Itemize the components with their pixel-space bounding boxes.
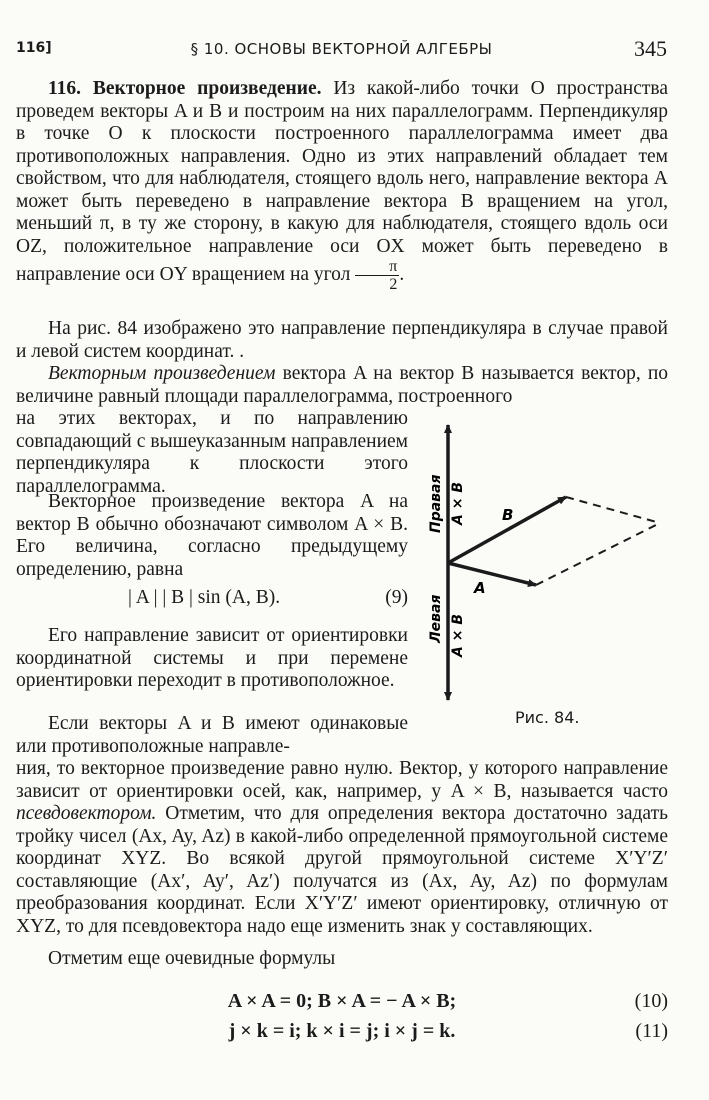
section-number: 116] bbox=[16, 40, 52, 56]
formula-10 bbox=[16, 990, 668, 1016]
label-left-system: Левая bbox=[428, 594, 444, 643]
page-number: 345 bbox=[634, 36, 667, 61]
parallelogram-bottom-dashed bbox=[536, 523, 660, 585]
term-cross-product: Векторным произведением bbox=[48, 363, 276, 384]
formula-11-number: (11) bbox=[635, 1020, 668, 1042]
figure-84 bbox=[410, 415, 670, 710]
formula-11 bbox=[16, 1020, 668, 1046]
paragraph-direction: Его направление зависит от ориентировки координатной системы и при перемене ориентировки переходит в противоположное. bbox=[16, 625, 408, 691]
chapter-title: § 10. ОСНОВЫ ВЕКТОРНОЙ АЛГЕБРЫ bbox=[190, 40, 493, 58]
vector-a-arrow bbox=[448, 563, 536, 585]
formula-9-number: (9) bbox=[385, 587, 408, 608]
paragraph-definition-cont: на этих векторах, и по направлению совпадающий с вышеуказанным направлением перпендикуляра к плоскости этого параллелограмма. bbox=[16, 408, 408, 497]
term-pseudovector: псевдовектором. bbox=[16, 803, 157, 824]
label-axb-down: A × B bbox=[450, 614, 466, 657]
paragraph-figure-ref: На рис. 84 изображено это направление перпендикуляра в случае правой и левой систем координат. . bbox=[16, 318, 668, 362]
paragraph-notation: Векторное произведение вектора A на вектор B обычно обозначают символом A × B. Его величина, согласно предыдущему определению, равна bbox=[16, 491, 408, 580]
label-axb-up: A × B bbox=[450, 482, 466, 525]
figure-caption: Рис. 84. bbox=[515, 708, 580, 727]
paragraph-definition: Векторным произведением вектора A на вектор B называется вектор, по величине равный площади параллелограмма, построенного на этих векторах, и по направлению совпадающий с вышеуказанным направлением перпендикуляра к плоскости этого параллелограмма. bbox=[16, 363, 669, 497]
formula-9 bbox=[16, 587, 408, 611]
formula-9-expression: | A | | B | sin (A, B). bbox=[128, 587, 281, 608]
paragraph-intro: 116. Векторное произведение. Из какой-либо точки O пространства проведем векторы A и B и построим на них параллелограмм. Перпендикуляр в точке O к плоскости построенного параллелограмма имеет два противоположных направления. Одно из этих направлений обладает тем свойством, что для наблюдателя, стоящего вдоль него, направление вектора A может быть переведено в направление вектора B вращением на угол, меньший π, в ту же сторону, в какую для наблюдателя, стоящего вдоль оси OZ, положительное направление оси OX может быть переведено в направление оси OY вращением на угол $\frac{\pi}{2}$ . bbox=[16, 78, 668, 293]
label-vector-b: B bbox=[502, 506, 514, 524]
label-vector-a: A bbox=[474, 579, 486, 597]
paragraph-formulas-intro: Отметим еще очевидные формулы bbox=[48, 948, 336, 969]
formula-10-expression: A × A = 0; B × A = − A × B; bbox=[227, 990, 457, 1012]
paragraph-pseudovector: Если векторы A и B имеют одинаковые или противоположные направле- ния, то векторное произведение равно нулю. Вектор, у которого направление зависит от ориентировки осей, как, например, у A × B, называется часто псевдовектором. Отметим, что для определения вектора достаточно задать тройку чисел (Ax, Ay, Az) в какой-либо определенной прямоугольной системе координат XYZ. Во всякой другой прямоугольной системе X′Y′Z′ составляющие (Ax′, Ay′, Az′) получатся из (Ax, Ay, Az) по формулам преобразования координат. Если X′Y′Z′ имеют ориентировку, отличную от XYZ, то для псевдовектора надо еще изменить знак у составляющих. bbox=[16, 713, 668, 937]
formula-10-number: (10) bbox=[634, 990, 668, 1012]
fraction-pi-over-2: $\frac{\pi}{2}$ bbox=[355, 258, 399, 293]
running-header bbox=[16, 38, 667, 68]
section-heading: 116. Векторное произведение. bbox=[48, 78, 322, 99]
parallelogram-top-dashed bbox=[566, 497, 660, 523]
formula-11-expression: j × k = i; k × i = j; i × j = k. bbox=[228, 1020, 456, 1042]
label-right-system: Правая bbox=[428, 474, 444, 533]
paragraph-text: Из какой-либо точки O пространства проведем векторы A и B и построим на них параллелограмм. Перпендикуляр в точке O к плоскости построенного параллелограмма имеет два противоположных направления. Одно из этих направлений обладает тем свойством, что для наблюдателя, стоящего вдоль него, направление вектора A может быть переведено в направление вектора B вращением на угол, меньший π, в ту же сторону, в какую для наблюдателя, стоящего вдоль оси OZ, положительное направление оси OX может быть переведено в направление оси OY вращением на угол bbox=[16, 78, 668, 285]
